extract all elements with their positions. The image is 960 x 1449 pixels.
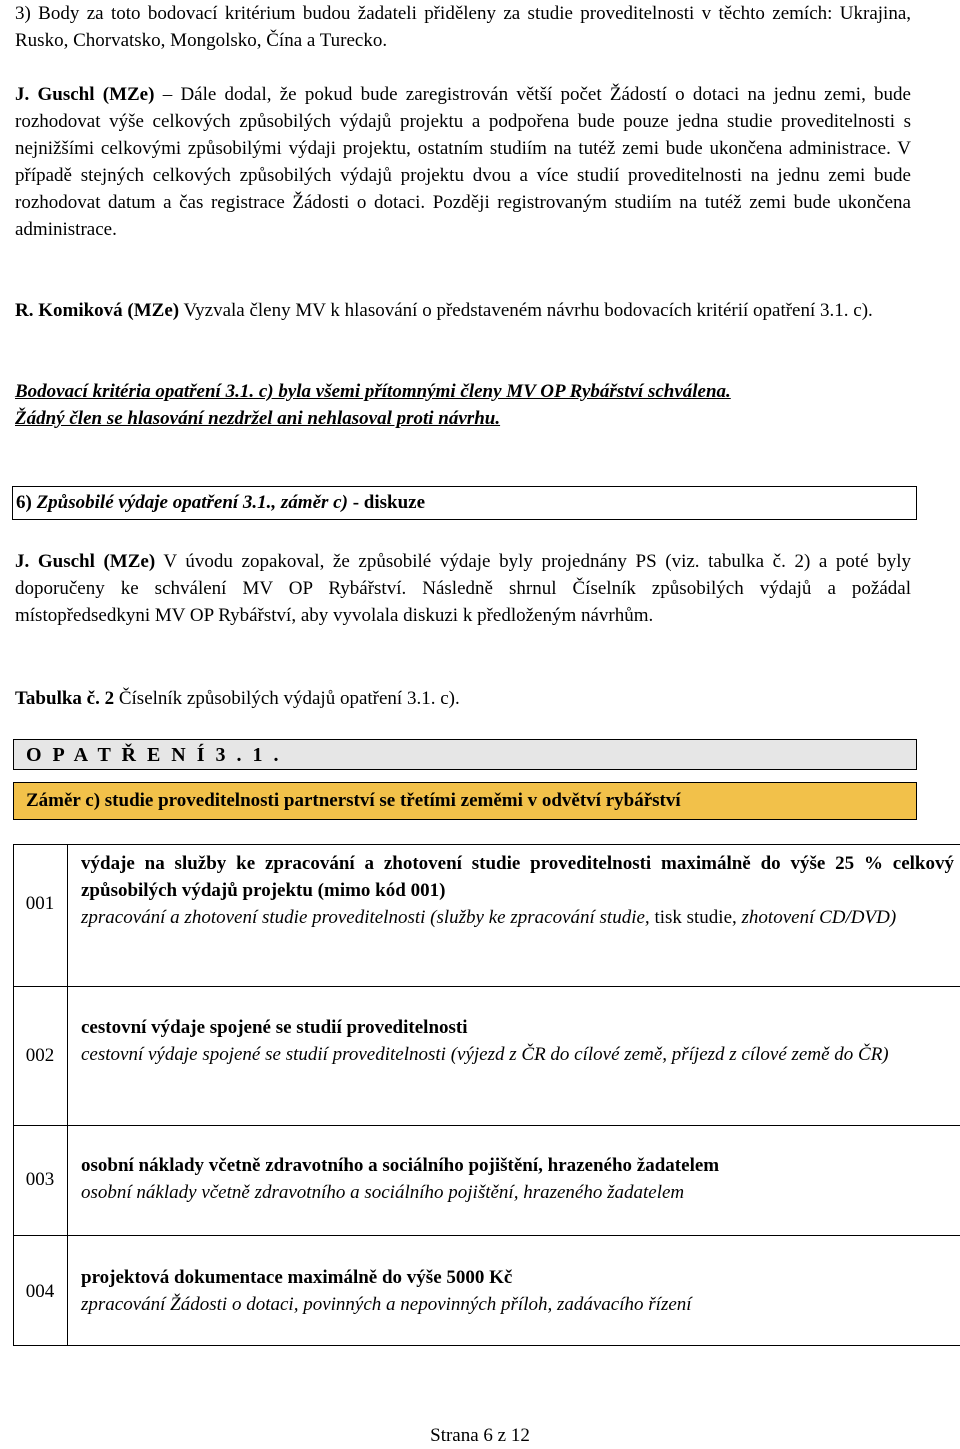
- row-description: [81, 1152, 954, 1206]
- paragraph-komikova: [15, 297, 911, 324]
- speaker-name: R. Komiková (MZe): [15, 300, 180, 321]
- table-row: [13, 1235, 960, 1346]
- row-code: 002: [25, 1045, 55, 1066]
- row-detail: zpracování Žádosti o dotaci, povinných a nepovinných příloh, zadávacího řízení: [81, 1294, 692, 1315]
- paragraph-guschl-1: [15, 81, 911, 243]
- row-title: cestovní výdaje spojené se studií proveditelnosti: [81, 1017, 468, 1038]
- row-code: 001: [25, 893, 55, 914]
- table-row: [13, 1125, 960, 1235]
- row-title: osobní náklady včetně zdravotního a sociálního pojištění, hrazeného žadatelem: [81, 1155, 720, 1176]
- table-caption: [15, 685, 911, 712]
- paragraph-text: – Dále dodal, že pokud bude zaregistrován větší počet Žádostí o dotaci na jednu zemi, bude rozhodovat výše celkových způsobilých výdajů projektu a podpořena bude pouze jedna studie proveditelnosti s nejnižšími celkovými způsobilými výdaji projektu, ostatním studiím na tutéž zemi bude ukončena administrace. V případě stejných celkových způsobilých výdajů projektu dvou a více studií proveditelnosti na jednu zemi bude rozhodovat datum a čas registrace Žádosti o dotaci. Později registrovaným studiím na tutéž zemi bude ukončena administrace.: [15, 84, 911, 240]
- row-description: [81, 1264, 954, 1318]
- table-subheading-zamer: Záměr c) studie proveditelnosti partnerství se třetími zeměmi v odvětví rybářství: [13, 782, 917, 820]
- table-row: [13, 844, 960, 986]
- row-detail: osobní náklady včetně zdravotního a sociálního pojištění, hrazeného žadatelem: [81, 1182, 685, 1203]
- paragraph-text: V úvodu zopakoval, že způsobilé výdaje byly projednány PS (viz. tabulka č. 2) a poté byly doporučeny ke schválení MV OP Rybářství. Následně shrnul Číselník způsobilých výdajů a požádal místopředsedkyni MV OP Rybářství, aby vyvolala diskuzi k předloženým návrhům.: [15, 551, 911, 626]
- table-caption-text: Číselník způsobilých výdajů opatření 3.1. c).: [114, 688, 460, 709]
- row-detail-italic-2: zhotovení CD/DVD): [736, 907, 897, 928]
- resolution-statement: [15, 378, 911, 432]
- section-title: Způsobilé výdaje opatření 3.1., záměr c): [36, 492, 348, 513]
- section-heading-6: [12, 486, 917, 520]
- paragraph-text: 3) Body za toto bodovací kritérium budou žadateli přiděleny za studie proveditelnosti v těchto zemích: Ukrajina, Rusko, Chorvatsko, Mongolsko, Čína a Turecko.: [15, 3, 911, 51]
- table-heading-opatreni: O P A T Ř E N Í 3 . 1 .: [13, 739, 917, 770]
- resolution-line-1: Bodovací kritéria opatření 3.1. c) byla všemi přítomnými členy MV OP Rybářství schválena.: [15, 381, 731, 402]
- page-number: Strana 6 z 12: [430, 1425, 530, 1446]
- row-code: 004: [25, 1281, 55, 1302]
- row-detail: cestovní výdaje spojené se studií proveditelnosti (výjezd z ČR do cílové země, příjezd z cílové země do ČR): [81, 1044, 889, 1065]
- speaker-name: J. Guschl (MZe): [15, 551, 156, 572]
- paragraph-guschl-2: [15, 548, 911, 629]
- row-description: [81, 850, 954, 931]
- table-caption-label: Tabulka č. 2: [15, 688, 115, 709]
- row-detail-italic: zpracování a zhotovení studie proveditelnosti (služby ke zpracování studie,: [81, 907, 650, 928]
- section-number: 6): [16, 492, 37, 513]
- paragraph-scoring-points: [15, 0, 911, 54]
- row-title: projektová dokumentace maximálně do výše 5000 Kč: [81, 1267, 513, 1288]
- resolution-line-2: Žádný člen se hlasování nezdržel ani nehlasoval proti návrhu.: [15, 408, 501, 429]
- row-code: 003: [25, 1169, 55, 1190]
- row-title: výdaje na služby ke zpracování a zhotovení studie proveditelnosti maximálně do výše 25 % celkový způsobilých výdajů projektu (mimo kód 001): [81, 853, 954, 901]
- row-detail: [81, 904, 954, 931]
- table-row: [13, 986, 960, 1125]
- row-description: [81, 1014, 954, 1068]
- speaker-name: J. Guschl (MZe): [15, 84, 155, 105]
- section-suffix: - diskuze: [347, 492, 426, 513]
- row-detail-normal: tisk studie,: [649, 907, 737, 928]
- paragraph-text: Vyzvala členy MV k hlasování o představeném návrhu bodovacích kritérií opatření 3.1. c).: [179, 300, 873, 321]
